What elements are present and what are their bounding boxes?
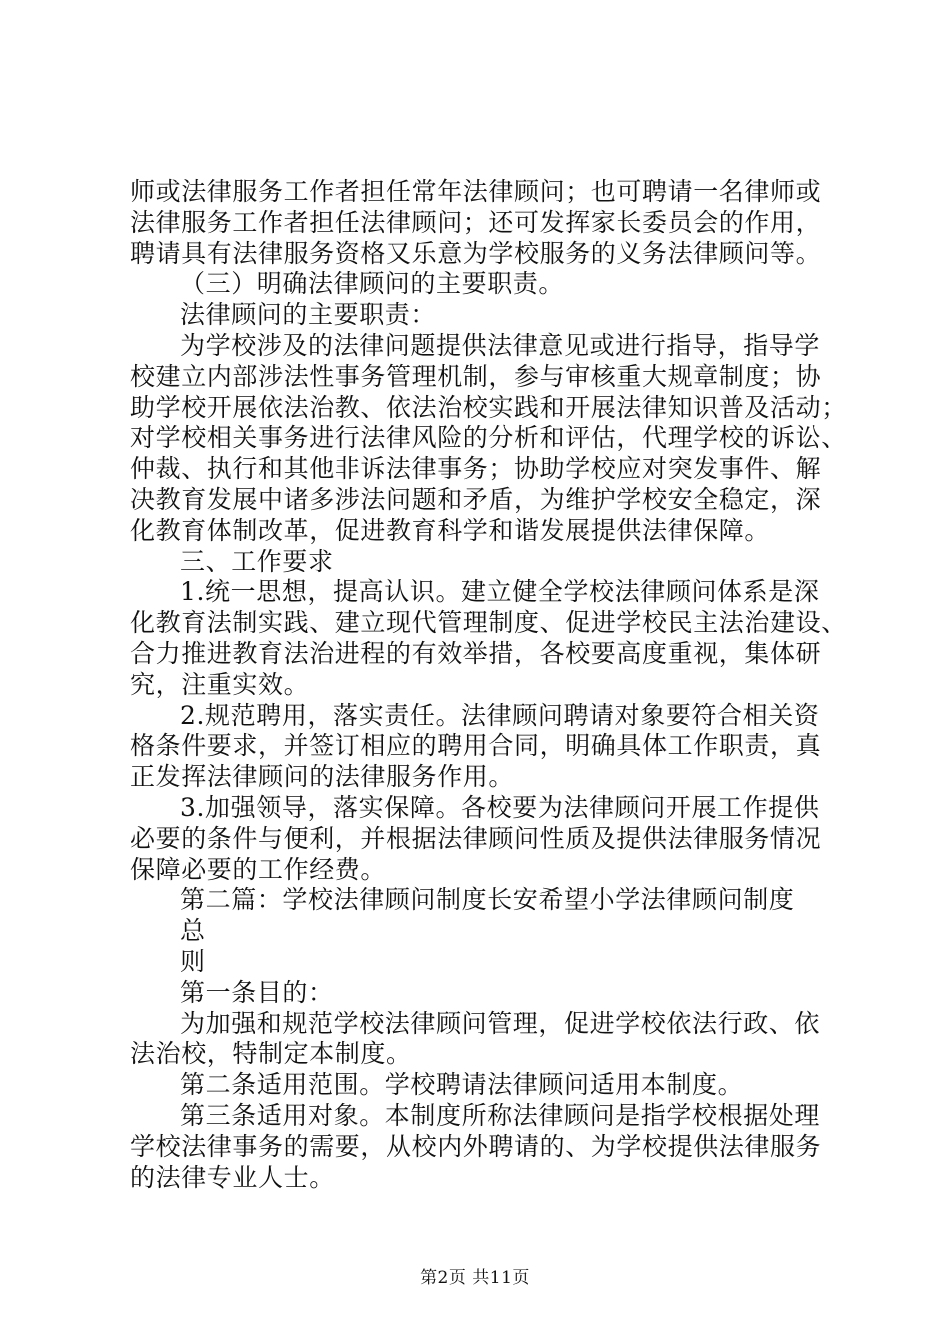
text-line: 决教育发展中诸多涉法问题和矛盾，为维护学校安全稳定，深 bbox=[130, 484, 822, 514]
text-line: 对学校相关事务进行法律风险的分析和评估，代理学校的诉讼、 bbox=[130, 423, 847, 453]
text-line: 助学校开展依法治教、依法治校实践和开展法律知识普及活动； bbox=[130, 392, 847, 422]
page-footer: 第2页 共11页 bbox=[420, 1268, 530, 1288]
text-line: 第二篇：学校法律顾问制度长安希望小学法律顾问制度 bbox=[180, 885, 795, 915]
text-line: 第二条适用范围。学校聘请法律顾问适用本制度。 bbox=[180, 1070, 744, 1100]
text-line: 则 bbox=[180, 946, 206, 976]
text-line: 聘请具有法律服务资格又乐意为学校服务的义务法律顾问等。 bbox=[130, 238, 822, 268]
text-line: 校建立内部涉法性事务管理机制，参与审核重大规章制度；协 bbox=[130, 361, 822, 391]
text-line: 2.规范聘用，落实责任。法律顾问聘请对象要符合相关资 bbox=[180, 700, 820, 730]
text-line: 化教育体制改革，促进教育科学和谐发展提供法律保障。 bbox=[130, 515, 771, 545]
text-line: 合力推进教育法治进程的有效举措，各校要高度重视，集体研 bbox=[130, 638, 822, 668]
text-line: 师或法律服务工作者担任常年法律顾问；也可聘请一名律师或 bbox=[130, 177, 822, 206]
text-line: 正发挥法律顾问的法律服务作用。 bbox=[130, 762, 515, 792]
text-line: 学校法律事务的需要，从校内外聘请的、为学校提供法律服务 bbox=[130, 1131, 822, 1161]
text-line: 第三条适用对象。本制度所称法律顾问是指学校根据处理 bbox=[180, 1100, 821, 1130]
text-line: 为加强和规范学校法律顾问管理，促进学校依法行政、依 bbox=[180, 1008, 821, 1038]
text-line: 三、工作要求 bbox=[180, 546, 334, 576]
text-line: 总 bbox=[180, 916, 206, 946]
text-line: 究，注重实效。 bbox=[130, 669, 310, 699]
text-line: 必要的条件与便利，并根据法律顾问性质及提供法律服务情况 bbox=[130, 823, 822, 853]
text-line: 法治校，特制定本制度。 bbox=[130, 1039, 412, 1069]
document-body bbox=[130, 177, 847, 1193]
text-line: 仲裁、执行和其他非诉法律事务；协助学校应对突发事件、解 bbox=[130, 454, 822, 484]
text-line: 为学校涉及的法律问题提供法律意见或进行指导，指导学 bbox=[180, 330, 821, 360]
text-line: 法律服务工作者担任法律顾问；还可发挥家长委员会的作用， bbox=[130, 207, 822, 237]
text-line: 化教育法制实践、建立现代管理制度、促进学校民主法治建设、 bbox=[130, 608, 847, 638]
text-line: （三）明确法律顾问的主要职责。 bbox=[180, 269, 565, 299]
text-line: 1.统一思想，提高认识。建立健全学校法律顾问体系是深 bbox=[180, 577, 820, 607]
text-line: 第一条目的： bbox=[180, 977, 334, 1007]
text-line: 的法律专业人士。 bbox=[130, 1162, 335, 1192]
text-line: 格条件要求，并签订相应的聘用合同，明确具体工作职责，真 bbox=[130, 731, 822, 761]
text-line: 3.加强领导，落实保障。各校要为法律顾问开展工作提供 bbox=[180, 792, 820, 822]
text-line: 法律顾问的主要职责： bbox=[180, 300, 437, 330]
text-line: 保障必要的工作经费。 bbox=[130, 854, 387, 884]
